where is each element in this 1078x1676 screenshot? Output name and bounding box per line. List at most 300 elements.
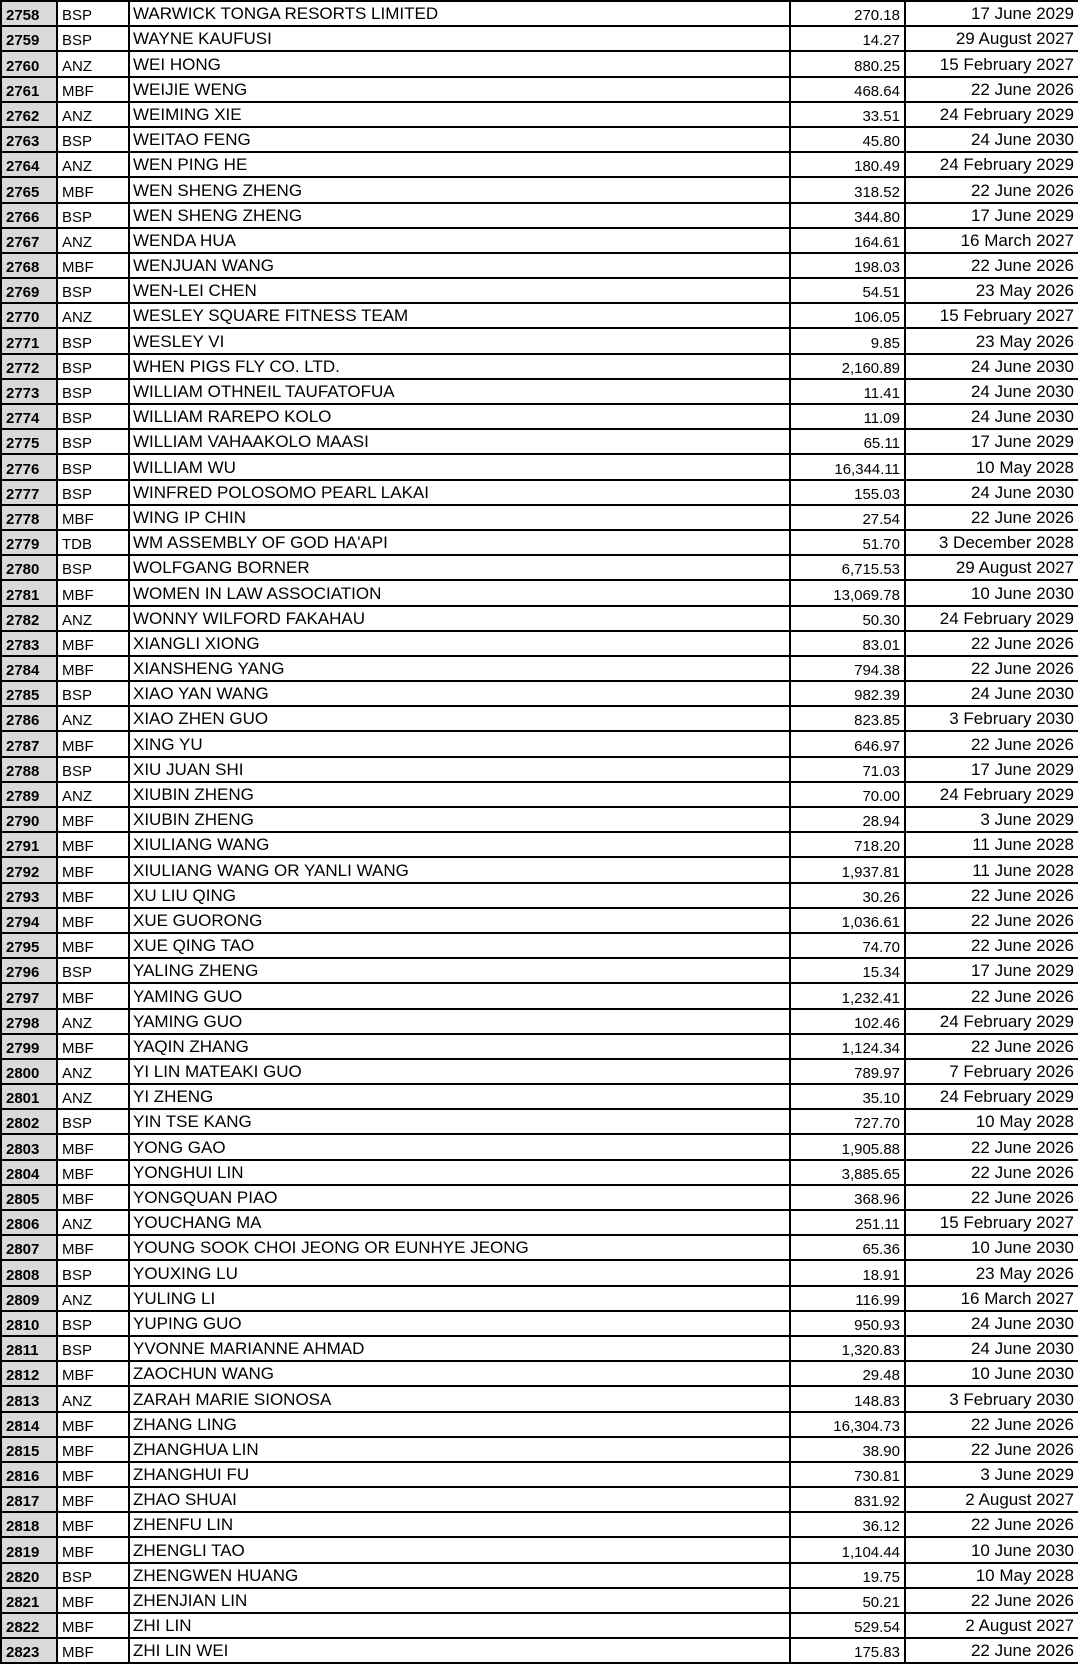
date-cell: 24 June 2030 <box>970 407 1074 427</box>
date-cell: 3 December 2028 <box>938 533 1074 553</box>
row-number-cell: 2808 <box>0 1261 58 1284</box>
date-cell: 22 June 2026 <box>970 734 1074 754</box>
amount-cell: 831.92 <box>791 1488 906 1511</box>
row-number-cell: 2768 <box>0 254 58 277</box>
table-row <box>0 1035 1078 1060</box>
row-number-cell: 2760 <box>0 52 58 75</box>
account-name-cell: ZHENGLI TAO <box>130 1538 791 1561</box>
table-row <box>0 1337 1078 1362</box>
bank-code-cell: BSP <box>58 1564 130 1587</box>
amount-cell: 880.25 <box>791 52 906 75</box>
bank-code-cell: MBF <box>58 808 130 831</box>
bank-code-cell: BSP <box>58 556 130 579</box>
bank-code-cell: ANZ <box>58 1287 130 1310</box>
date-cell: 22 June 2026 <box>970 79 1074 99</box>
amount-cell: 106.05 <box>791 304 906 327</box>
account-name-cell: WEN-LEI CHEN <box>130 279 791 302</box>
account-name-cell: WAYNE KAUFUSI <box>130 27 791 50</box>
account-name-cell: YONGQUAN PIAO <box>130 1186 791 1209</box>
account-name-cell: XU LIU QING <box>130 884 791 907</box>
amount-cell: 148.83 <box>791 1387 906 1410</box>
date-cell: 17 June 2029 <box>970 759 1074 779</box>
table-row <box>0 556 1078 581</box>
row-number-cell: 2799 <box>0 1035 58 1058</box>
account-name-cell: WARWICK TONGA RESORTS LIMITED <box>130 2 791 25</box>
date-cell: 15 February 2027 <box>939 1213 1074 1233</box>
account-name-cell: ZHAO SHUAI <box>130 1488 791 1511</box>
date-cell: 24 June 2030 <box>970 684 1074 704</box>
table-row <box>0 531 1078 556</box>
amount-cell: 9.85 <box>791 329 906 352</box>
date-cell: 10 May 2028 <box>975 457 1074 477</box>
date-cell: 2 August 2027 <box>965 1616 1074 1636</box>
date-cell: 22 June 2026 <box>970 1515 1074 1535</box>
row-number-cell: 2766 <box>0 204 58 227</box>
bank-code-cell: ANZ <box>58 304 130 327</box>
amount-cell: 270.18 <box>791 2 906 25</box>
bank-code-cell: BSP <box>58 355 130 378</box>
account-name-cell: WENJUAN WANG <box>130 254 791 277</box>
date-cell: 10 June 2030 <box>970 1238 1074 1258</box>
amount-cell: 29.48 <box>791 1362 906 1385</box>
date-cell: 23 May 2026 <box>975 281 1074 301</box>
date-cell: 24 February 2029 <box>939 1011 1074 1031</box>
bank-code-cell: MBF <box>58 1463 130 1486</box>
bank-code-cell: ANZ <box>58 103 130 126</box>
row-number-cell: 2787 <box>0 732 58 755</box>
bank-code-cell: ANZ <box>58 52 130 75</box>
row-number-cell: 2809 <box>0 1287 58 1310</box>
date-cell: 17 June 2029 <box>970 432 1074 452</box>
table-row <box>0 632 1078 657</box>
date-cell: 22 June 2026 <box>970 986 1074 1006</box>
bank-code-cell: MBF <box>58 1614 130 1637</box>
bank-code-cell: BSP <box>58 2 130 25</box>
bank-code-cell: BSP <box>58 455 130 478</box>
row-number-cell: 2758 <box>0 2 58 25</box>
account-name-cell: YI ZHENG <box>130 1085 791 1108</box>
amount-cell: 45.80 <box>791 128 906 151</box>
account-name-cell: YAQIN ZHANG <box>130 1035 791 1058</box>
table-row <box>0 707 1078 732</box>
row-number-cell: 2806 <box>0 1211 58 1234</box>
table-row <box>0 329 1078 354</box>
row-number-cell: 2759 <box>0 27 58 50</box>
table-row <box>0 1387 1078 1412</box>
row-number-cell: 2764 <box>0 153 58 176</box>
amount-cell: 83.01 <box>791 632 906 655</box>
account-name-cell: YVONNE MARIANNE AHMAD <box>130 1337 791 1360</box>
bank-code-cell: MBF <box>58 858 130 881</box>
bank-code-cell: MBF <box>58 1236 130 1259</box>
account-name-cell: ZHANGHUI FU <box>130 1463 791 1486</box>
account-name-cell: WING IP CHIN <box>130 506 791 529</box>
date-cell: 10 May 2028 <box>975 1112 1074 1132</box>
account-name-cell: YOUXING LU <box>130 1261 791 1284</box>
amount-cell: 65.11 <box>791 430 906 453</box>
date-cell: 17 June 2029 <box>970 4 1074 24</box>
account-name-cell: WINFRED POLOSOMO PEARL LAKAI <box>130 481 791 504</box>
table-row <box>0 732 1078 757</box>
row-number-cell: 2774 <box>0 405 58 428</box>
amount-cell: 74.70 <box>791 934 906 957</box>
table-row <box>0 279 1078 304</box>
bank-code-cell: ANZ <box>58 707 130 730</box>
row-number-cell: 2790 <box>0 808 58 831</box>
amount-cell: 36.12 <box>791 1513 906 1536</box>
amount-cell: 1,937.81 <box>791 858 906 881</box>
date-cell: 22 June 2026 <box>970 633 1074 653</box>
table-row <box>0 1186 1078 1211</box>
bank-code-cell: BSP <box>58 682 130 705</box>
table-row <box>0 380 1078 405</box>
table-row <box>0 52 1078 77</box>
account-name-cell: YOUNG SOOK CHOI JEONG OR EUNHYE JEONG <box>130 1236 791 1259</box>
amount-cell: 468.64 <box>791 78 906 101</box>
account-name-cell: YULING LI <box>130 1287 791 1310</box>
account-name-cell: XIUBIN ZHENG <box>130 783 791 806</box>
table-row <box>0 1463 1078 1488</box>
row-number-cell: 2815 <box>0 1438 58 1461</box>
table-row <box>0 1161 1078 1186</box>
date-cell: 22 June 2026 <box>970 885 1074 905</box>
bank-code-cell: MBF <box>58 1488 130 1511</box>
bank-code-cell: MBF <box>58 506 130 529</box>
row-number-cell: 2780 <box>0 556 58 579</box>
amount-cell: 1,232.41 <box>791 984 906 1007</box>
table-row <box>0 1639 1078 1664</box>
row-number-cell: 2777 <box>0 481 58 504</box>
bank-code-cell: MBF <box>58 632 130 655</box>
date-cell: 17 June 2029 <box>970 205 1074 225</box>
table-row <box>0 682 1078 707</box>
bank-code-cell: MBF <box>58 909 130 932</box>
date-cell: 22 June 2026 <box>970 1439 1074 1459</box>
account-name-cell: XUE GUORONG <box>130 909 791 932</box>
row-number-cell: 2775 <box>0 430 58 453</box>
row-number-cell: 2801 <box>0 1085 58 1108</box>
amount-cell: 718.20 <box>791 833 906 856</box>
account-name-cell: XIAO YAN WANG <box>130 682 791 705</box>
date-cell: 24 February 2029 <box>939 785 1074 804</box>
table-row <box>0 204 1078 229</box>
row-number-cell: 2823 <box>0 1639 58 1662</box>
row-number-cell: 2778 <box>0 506 58 529</box>
amount-cell: 14.27 <box>791 27 906 50</box>
table-row <box>0 128 1078 153</box>
bank-code-cell: MBF <box>58 1639 130 1662</box>
bank-code-cell: ANZ <box>58 1060 130 1083</box>
row-number-cell: 2800 <box>0 1060 58 1083</box>
date-cell: 2 August 2027 <box>965 1490 1074 1510</box>
amount-cell: 50.30 <box>791 607 906 630</box>
table-row <box>0 1135 1078 1160</box>
amount-cell: 789.97 <box>791 1060 906 1083</box>
bank-code-cell: MBF <box>58 581 130 604</box>
amount-cell: 175.83 <box>791 1639 906 1662</box>
amount-cell: 38.90 <box>791 1438 906 1461</box>
amount-cell: 13,069.78 <box>791 581 906 604</box>
amount-cell: 70.00 <box>791 783 906 806</box>
row-number-cell: 2817 <box>0 1488 58 1511</box>
row-number-cell: 2793 <box>0 884 58 907</box>
table-row <box>0 27 1078 52</box>
bank-code-cell: MBF <box>58 78 130 101</box>
amount-cell: 2,160.89 <box>791 355 906 378</box>
bank-code-cell: BSP <box>58 1261 130 1284</box>
bank-code-cell: BSP <box>58 1337 130 1360</box>
account-name-cell: ZHANGHUA LIN <box>130 1438 791 1461</box>
bank-code-cell: MBF <box>58 1538 130 1561</box>
row-number-cell: 2814 <box>0 1413 58 1436</box>
amount-cell: 646.97 <box>791 732 906 755</box>
table-row <box>0 1614 1078 1639</box>
bank-code-cell: MBF <box>58 1135 130 1158</box>
table-row <box>0 607 1078 632</box>
amount-cell: 33.51 <box>791 103 906 126</box>
bank-code-cell: ANZ <box>58 229 130 252</box>
amount-cell: 155.03 <box>791 481 906 504</box>
date-cell: 11 June 2028 <box>972 860 1074 880</box>
amount-cell: 368.96 <box>791 1186 906 1209</box>
amount-cell: 529.54 <box>791 1614 906 1637</box>
bank-code-cell: BSP <box>58 405 130 428</box>
date-cell: 24 June 2030 <box>970 1339 1074 1359</box>
row-number-cell: 2765 <box>0 178 58 201</box>
table-row <box>0 1538 1078 1563</box>
row-number-cell: 2805 <box>0 1186 58 1209</box>
bank-code-cell: MBF <box>58 1413 130 1436</box>
amount-cell: 251.11 <box>791 1211 906 1234</box>
row-number-cell: 2798 <box>0 1010 58 1033</box>
date-cell: 29 August 2027 <box>955 29 1074 49</box>
amount-cell: 30.26 <box>791 884 906 907</box>
bank-code-cell: BSP <box>58 959 130 982</box>
table-row <box>0 833 1078 858</box>
account-name-cell: ZAOCHUN WANG <box>130 1362 791 1385</box>
account-name-cell: WESLEY VI <box>130 329 791 352</box>
amount-cell: 982.39 <box>791 682 906 705</box>
bank-code-cell: ANZ <box>58 1085 130 1108</box>
table-row <box>0 1261 1078 1286</box>
amount-cell: 11.09 <box>791 405 906 428</box>
date-cell: 24 June 2030 <box>970 130 1074 150</box>
bank-code-cell: ANZ <box>58 1211 130 1234</box>
date-cell: 22 June 2026 <box>970 936 1074 956</box>
table-row <box>0 1312 1078 1337</box>
table-row <box>0 1438 1078 1463</box>
amount-cell: 16,304.73 <box>791 1413 906 1436</box>
row-number-cell: 2762 <box>0 103 58 126</box>
table-row <box>0 1513 1078 1538</box>
amount-cell: 727.70 <box>791 1110 906 1133</box>
bank-code-cell: MBF <box>58 884 130 907</box>
table-row <box>0 657 1078 682</box>
date-cell: 24 February 2029 <box>939 155 1074 175</box>
row-number-cell: 2794 <box>0 909 58 932</box>
amount-cell: 1,124.34 <box>791 1035 906 1058</box>
account-name-cell: WOMEN IN LAW ASSOCIATION <box>130 581 791 604</box>
bank-code-cell: ANZ <box>58 783 130 806</box>
table-row <box>0 1413 1078 1438</box>
account-name-cell: XIUBIN ZHENG <box>130 808 791 831</box>
amount-cell: 19.75 <box>791 1564 906 1587</box>
date-cell: 22 June 2026 <box>970 507 1074 527</box>
row-number-cell: 2784 <box>0 657 58 680</box>
date-cell: 22 June 2026 <box>970 1414 1074 1434</box>
date-cell: 3 February 2030 <box>949 1389 1074 1409</box>
amount-cell: 28.94 <box>791 808 906 831</box>
table-row <box>0 153 1078 178</box>
row-number-cell: 2783 <box>0 632 58 655</box>
account-name-cell: WONNY WILFORD FAKAHAU <box>130 607 791 630</box>
bank-code-cell: MBF <box>58 1362 130 1385</box>
account-name-cell: WILLIAM RAREPO KOLO <box>130 405 791 428</box>
table-row <box>0 1488 1078 1513</box>
account-name-cell: WILLIAM OTHNEIL TAUFATOFUA <box>130 380 791 403</box>
account-name-cell: ZHENJIAN LIN <box>130 1589 791 1612</box>
row-number-cell: 2807 <box>0 1236 58 1259</box>
bank-code-cell: MBF <box>58 1035 130 1058</box>
account-name-cell: WEIMING XIE <box>130 103 791 126</box>
date-cell: 3 June 2029 <box>980 810 1074 830</box>
bank-code-cell: BSP <box>58 1312 130 1335</box>
bank-code-cell: MBF <box>58 1513 130 1536</box>
account-name-cell: ZHENFU LIN <box>130 1513 791 1536</box>
table-row <box>0 984 1078 1009</box>
row-number-cell: 2786 <box>0 707 58 730</box>
account-name-cell: WEN PING HE <box>130 153 791 176</box>
row-number-cell: 2819 <box>0 1538 58 1561</box>
date-cell: 24 February 2029 <box>939 608 1074 628</box>
amount-cell: 54.51 <box>791 279 906 302</box>
bank-code-cell: MBF <box>58 984 130 1007</box>
account-name-cell: XING YU <box>130 732 791 755</box>
date-cell: 10 June 2030 <box>970 1364 1074 1384</box>
account-name-cell: WEN SHENG ZHENG <box>130 178 791 201</box>
table-row <box>0 1564 1078 1589</box>
date-cell: 22 June 2026 <box>970 1162 1074 1182</box>
bank-code-cell: BSP <box>58 329 130 352</box>
account-name-cell: YALING ZHENG <box>130 959 791 982</box>
account-name-cell: WESLEY SQUARE FITNESS TEAM <box>130 304 791 327</box>
date-cell: 15 February 2027 <box>939 306 1074 326</box>
account-name-cell: XIANGLI XIONG <box>130 632 791 655</box>
bank-code-cell: BSP <box>58 279 130 302</box>
bank-code-cell: MBF <box>58 833 130 856</box>
table-row <box>0 858 1078 883</box>
row-number-cell: 2769 <box>0 279 58 302</box>
account-name-cell: WILLIAM WU <box>130 455 791 478</box>
table-row <box>0 1010 1078 1035</box>
date-cell: 11 June 2028 <box>972 835 1074 855</box>
amount-cell: 35.10 <box>791 1085 906 1108</box>
table-row <box>0 78 1078 103</box>
date-cell: 22 June 2026 <box>970 1188 1074 1207</box>
row-number-cell: 2821 <box>0 1589 58 1612</box>
bank-code-cell: ANZ <box>58 1010 130 1033</box>
date-cell: 17 June 2029 <box>970 961 1074 981</box>
account-name-cell: WOLFGANG BORNER <box>130 556 791 579</box>
table-row <box>0 2 1078 27</box>
row-number-cell: 2810 <box>0 1312 58 1335</box>
date-cell: 3 June 2029 <box>980 1465 1074 1485</box>
amount-cell: 6,715.53 <box>791 556 906 579</box>
bank-code-cell: BSP <box>58 758 130 781</box>
account-name-cell: XIULIANG WANG OR YANLI WANG <box>130 858 791 881</box>
table-row <box>0 430 1078 455</box>
date-cell: 24 June 2030 <box>970 356 1074 376</box>
table-row <box>0 1085 1078 1110</box>
account-name-cell: YONGHUI LIN <box>130 1161 791 1184</box>
amount-cell: 1,905.88 <box>791 1135 906 1158</box>
bank-code-cell: ANZ <box>58 607 130 630</box>
row-number-cell: 2788 <box>0 758 58 781</box>
row-number-cell: 2770 <box>0 304 58 327</box>
row-number-cell: 2779 <box>0 531 58 554</box>
bank-code-cell: BSP <box>58 204 130 227</box>
account-name-cell: YUPING GUO <box>130 1312 791 1335</box>
account-name-cell: ZHANG LING <box>130 1413 791 1436</box>
bank-code-cell: BSP <box>58 481 130 504</box>
row-number-cell: 2796 <box>0 959 58 982</box>
date-cell: 22 June 2026 <box>970 256 1074 276</box>
date-cell: 24 February 2029 <box>939 1087 1074 1107</box>
table-row <box>0 1060 1078 1085</box>
account-name-cell: WHEN PIGS FLY CO. LTD. <box>130 355 791 378</box>
table-row <box>0 481 1078 506</box>
bank-code-cell: MBF <box>58 1161 130 1184</box>
amount-cell: 15.34 <box>791 959 906 982</box>
amount-cell: 950.93 <box>791 1312 906 1335</box>
date-cell: 7 February 2026 <box>949 1062 1074 1082</box>
amount-cell: 16,344.11 <box>791 455 906 478</box>
row-number-cell: 2773 <box>0 380 58 403</box>
date-cell: 24 June 2030 <box>970 482 1074 502</box>
amount-cell: 50.21 <box>791 1589 906 1612</box>
row-number-cell: 2772 <box>0 355 58 378</box>
bank-code-cell: MBF <box>58 657 130 680</box>
bank-code-cell: MBF <box>58 1438 130 1461</box>
date-cell: 15 February 2027 <box>939 54 1074 74</box>
account-name-cell: ZHI LIN <box>130 1614 791 1637</box>
account-name-cell: YONG GAO <box>130 1135 791 1158</box>
table-row <box>0 103 1078 128</box>
bank-code-cell: MBF <box>58 1589 130 1612</box>
account-name-cell: XIULIANG WANG <box>130 833 791 856</box>
row-number-cell: 2816 <box>0 1463 58 1486</box>
table-row <box>0 455 1078 480</box>
table-row <box>0 1236 1078 1261</box>
bank-code-cell: BSP <box>58 430 130 453</box>
row-number-cell: 2797 <box>0 984 58 1007</box>
account-name-cell: YAMING GUO <box>130 1010 791 1033</box>
row-number-cell: 2761 <box>0 78 58 101</box>
bank-code-cell: ANZ <box>58 1387 130 1410</box>
bank-code-cell: ANZ <box>58 153 130 176</box>
date-cell: 23 May 2026 <box>975 1263 1074 1283</box>
row-number-cell: 2776 <box>0 455 58 478</box>
row-number-cell: 2822 <box>0 1614 58 1637</box>
amount-cell: 51.70 <box>791 531 906 554</box>
account-name-cell: WILLIAM VAHAAKOLO MAASI <box>130 430 791 453</box>
amount-cell: 71.03 <box>791 758 906 781</box>
amount-cell: 823.85 <box>791 707 906 730</box>
table-row <box>0 506 1078 531</box>
row-number-cell: 2813 <box>0 1387 58 1410</box>
amount-cell: 65.36 <box>791 1236 906 1259</box>
date-cell: 3 February 2030 <box>949 709 1074 729</box>
